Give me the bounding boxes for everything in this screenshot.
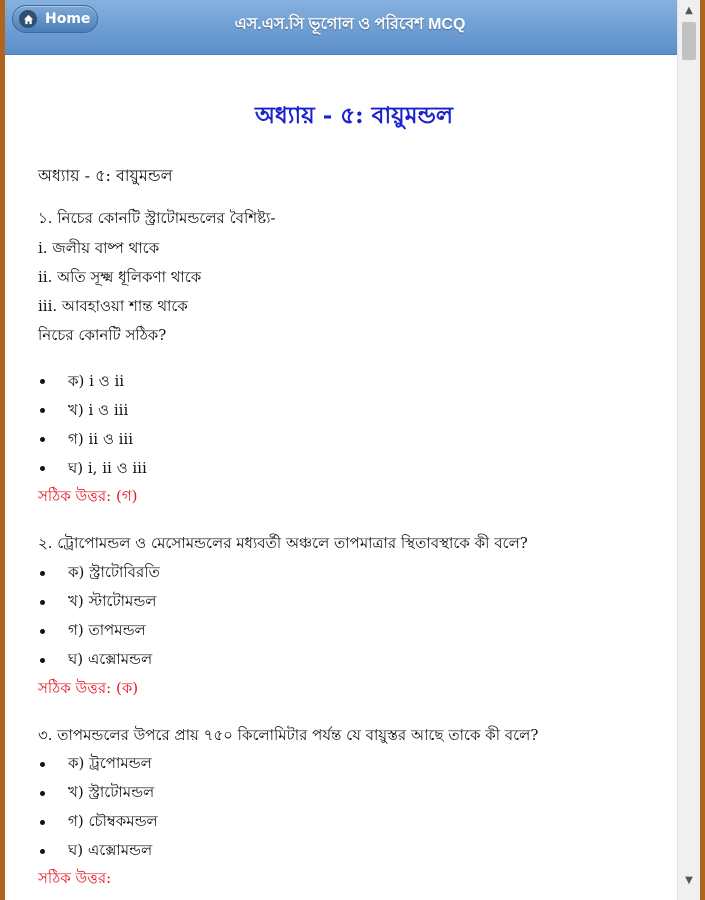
- question-1-option-4: ঘ) i, ii ও iii: [68, 459, 147, 477]
- content-area: [5, 55, 677, 900]
- question-2-option-3: গ) তাপমন্ডল: [68, 621, 146, 639]
- bullet-icon: [40, 408, 45, 413]
- bullet-icon: [40, 437, 45, 442]
- question-2-option-4: ঘ) এক্সোমন্ডল: [68, 650, 153, 668]
- bullet-icon: [40, 658, 45, 663]
- bullet-icon: [40, 466, 45, 471]
- bullet-icon: [40, 571, 45, 576]
- question-3-answer: সঠিক উত্তর:: [38, 869, 112, 887]
- bullet-icon: [40, 820, 45, 825]
- bullet-icon: [40, 762, 45, 767]
- scroll-thumb[interactable]: [682, 22, 696, 60]
- question-1-statement-1: i. জলীয় বাষ্প থাকে: [38, 239, 160, 257]
- question-1-answer: সঠিক উত্তর: (গ): [38, 487, 138, 505]
- question-2-option-2: খ) স্টাটোমন্ডল: [68, 592, 157, 610]
- question-3-text: ৩. তাপমন্ডলের উপরে প্রায় ৭৫০ কিলোমিটার পর্যন্ত যে বায়ুস্তর আছে তাকে কী বলে?: [38, 726, 539, 744]
- scroll-up-arrow-icon[interactable]: ▲: [685, 4, 693, 16]
- question-1-option-1: ক) i ও ii: [68, 372, 125, 390]
- question-1-statement-3: iii. আবহাওয়া শান্ত থাকে: [38, 297, 188, 315]
- bullet-icon: [40, 600, 45, 605]
- question-2-answer: সঠিক উত্তর: (ক): [38, 679, 139, 697]
- question-1-prompt: নিচের কোনটি সঠিক?: [38, 326, 167, 344]
- question-2-text: ২. ট্রোপোমন্ডল ও মেসোমন্ডলের মধ্যবর্তী অঞ্চলে তাপমাত্রার স্থিতাবস্থাকে কী বলে?: [38, 534, 528, 552]
- home-icon: [19, 10, 37, 28]
- home-button[interactable]: [12, 5, 98, 33]
- chapter-heading: অধ্যায় - ৫: বায়ুমন্ডল: [255, 102, 453, 129]
- bullet-icon: [40, 629, 45, 634]
- question-3-option-4: ঘ) এক্সোমন্ডল: [68, 841, 153, 859]
- bullet-icon: [40, 379, 45, 384]
- question-1-statement-2: ii. অতি সূক্ষ্ম ধূলিকণা থাকে: [38, 268, 202, 286]
- question-3-option-2: খ) স্ট্রাটোমন্ডল: [68, 783, 155, 801]
- question-1-option-3: গ) ii ও iii: [68, 430, 134, 448]
- page-title: এস.এস.সি ভূগোল ও পরিবেশ MCQ: [234, 16, 466, 33]
- question-1-text: ১. নিচের কোনটি স্ট্রাটোমন্ডলের বৈশিষ্ট্য-: [38, 209, 276, 227]
- question-1-option-2: খ) i ও iii: [68, 401, 129, 419]
- home-button-label: Home: [45, 11, 91, 27]
- question-2-option-1: ক) স্ট্রাটোবিরতি: [68, 563, 160, 581]
- bullet-icon: [40, 849, 45, 854]
- app-frame: [5, 0, 700, 900]
- question-3-option-3: গ) চৌম্বকমন্ডল: [68, 812, 158, 830]
- scroll-down-arrow-icon[interactable]: ▼: [685, 874, 693, 886]
- chapter-subheading: অধ্যায় - ৫: বায়ুমন্ডল: [38, 166, 173, 185]
- question-3-option-1: ক) ট্রপোমন্ডল: [68, 754, 152, 772]
- vertical-scrollbar[interactable]: [677, 0, 700, 900]
- header-bar: [5, 0, 677, 55]
- bullet-icon: [40, 791, 45, 796]
